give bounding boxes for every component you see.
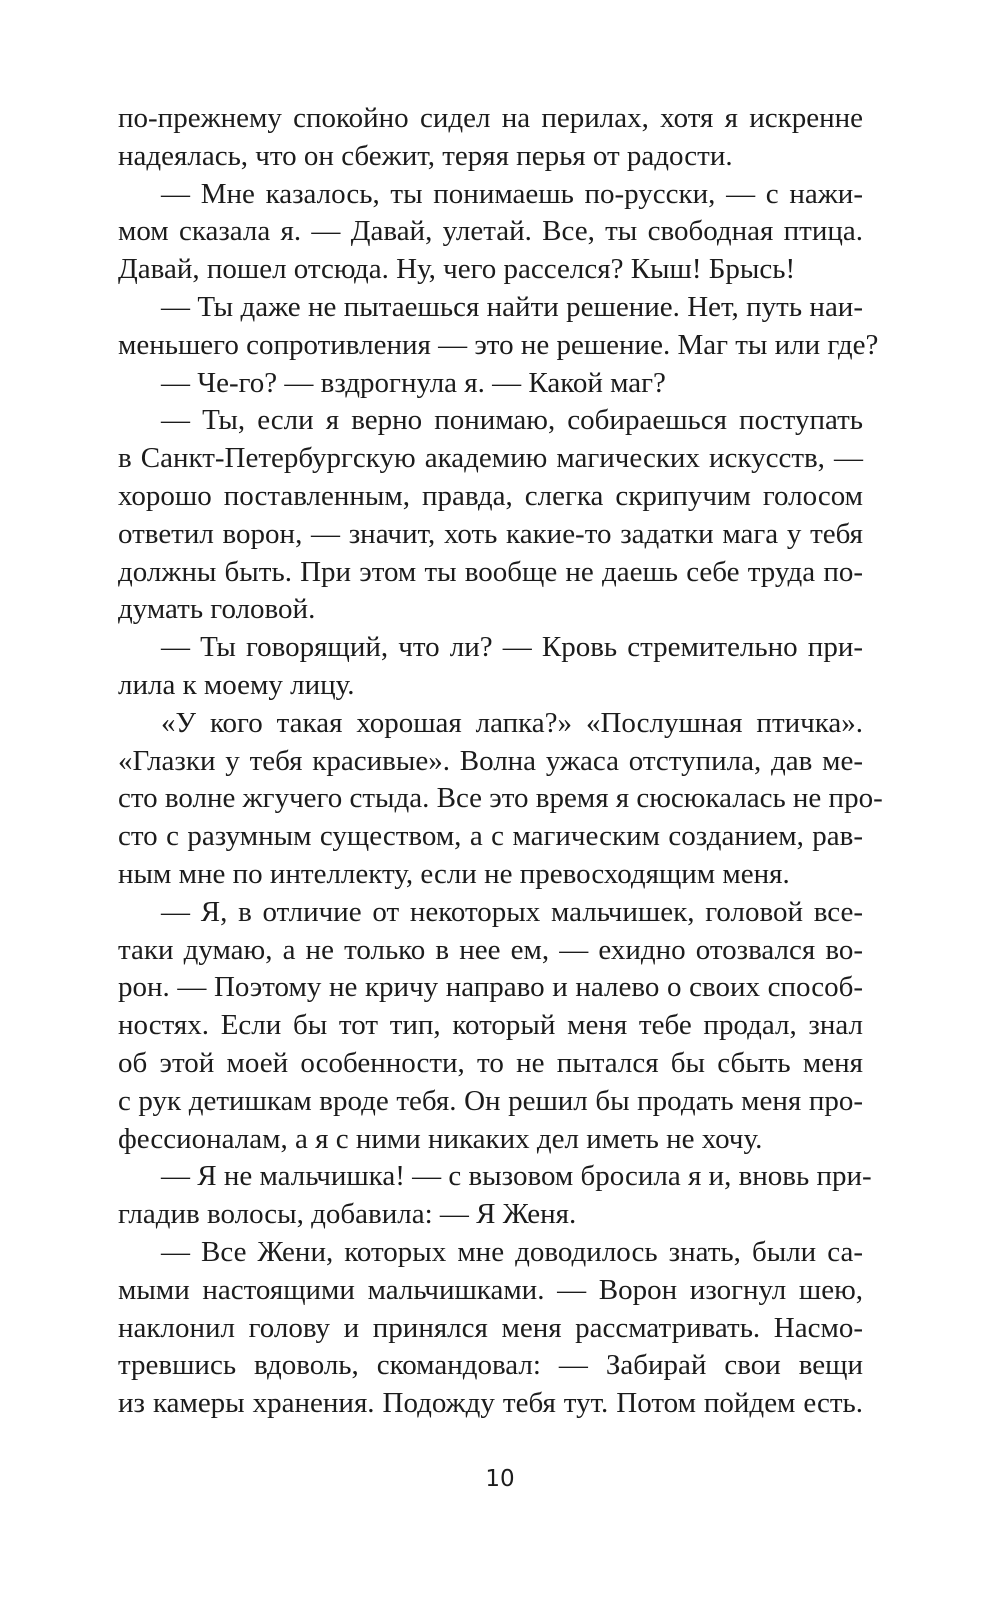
text-line: «У кого такая хорошая лапка?» «Послушная птичка».	[161, 706, 863, 739]
text-line: фессионалам, а я с ними никаких дел иметь не хочу.	[118, 1122, 763, 1155]
text-line: — Мне казалось, ты понимаешь по-русски, — с нажи-	[161, 177, 863, 210]
text-line: по-прежнему спокойно сидел на перилах, хотя я искренне	[118, 102, 863, 134]
text-line: сто волне жгучего стыда. Все это время я сюсюкалась не про-	[118, 782, 883, 815]
text-line: ностях. Если бы тот тип, который меня тебе продал, знал	[118, 1009, 863, 1042]
text-line: — Ты говорящий, что ли? — Кровь стремительно при-	[161, 631, 863, 664]
text-line: — Ты даже не пытаешься найти решение. Нет, путь наи-	[161, 290, 863, 323]
text-line: надеялась, что он сбежит, теряя перья от радости.	[118, 139, 733, 172]
body-text	[118, 100, 883, 1423]
text-line: «Глазки у тебя красивые». Волна ужаса отступила, дав ме-	[118, 744, 863, 777]
text-line: гладив волосы, добавила: — Я Женя.	[118, 1198, 577, 1231]
text-line: ответил ворон, — значит, хоть какие-то задатки мага у тебя	[118, 517, 863, 550]
text-line: мом сказала я. — Давай, улетай. Все, ты свободная птица.	[118, 215, 863, 248]
text-line: хорошо поставленным, правда, слегка скрипучим голосом	[118, 479, 863, 512]
text-line: думать головой.	[118, 593, 316, 626]
page-number: 10	[485, 1466, 515, 1492]
text-line: с рук детишкам вроде тебя. Он решил бы продать меня про-	[118, 1084, 863, 1117]
text-line: таки думаю, а не только в нее ем, — ехидно отозвался во-	[118, 933, 863, 966]
text-line: из камеры хранения. Подожду тебя тут. Потом пойдем есть.	[118, 1387, 863, 1420]
text-line: наклонил голову и принялся меня рассматривать. Насмо-	[118, 1311, 863, 1344]
text-line: лила к моему лицу.	[118, 668, 355, 701]
text-line: Давай, пошел отсюда. Ну, чего расселся? Кыш! Брысь!	[118, 253, 796, 286]
text-line: об этой моей особенности, то не пытался бы сбыть меня	[118, 1046, 863, 1079]
text-line: тревшись вдоволь, скомандовал: — Забирай свои вещи	[118, 1349, 863, 1382]
text-line: мыми настоящими мальчишками. — Ворон изогнул шею,	[118, 1273, 863, 1306]
text-line: ным мне по интеллекту, если не превосходящим меня.	[118, 857, 790, 890]
text-line: в Санкт-Петербургскую академию магических искусств, —	[118, 442, 863, 475]
text-line: сто с разумным существом, а с магическим созданием, рав-	[118, 820, 863, 853]
text-line: должны быть. При этом ты вообще не даешь себе труда по-	[118, 555, 863, 588]
text-line: — Я не мальчишка! — с вызовом бросила я и, вновь при-	[161, 1160, 872, 1193]
text-line: — Все Жени, которых мне доводилось знать, были са-	[161, 1235, 863, 1268]
text-line: рон. — Поэтому не кричу направо и налево о своих способ-	[118, 971, 863, 1004]
text-line: — Ты, если я верно понимаю, собираешься поступать	[161, 404, 863, 437]
text-line: меньшего сопротивления — это не решение. Маг ты или где?	[118, 328, 879, 361]
text-line: — Я, в отличие от некоторых мальчишек, головой все-	[161, 895, 863, 928]
text-line: — Че-го? — вздрогнула я. — Какой маг?	[161, 366, 666, 399]
